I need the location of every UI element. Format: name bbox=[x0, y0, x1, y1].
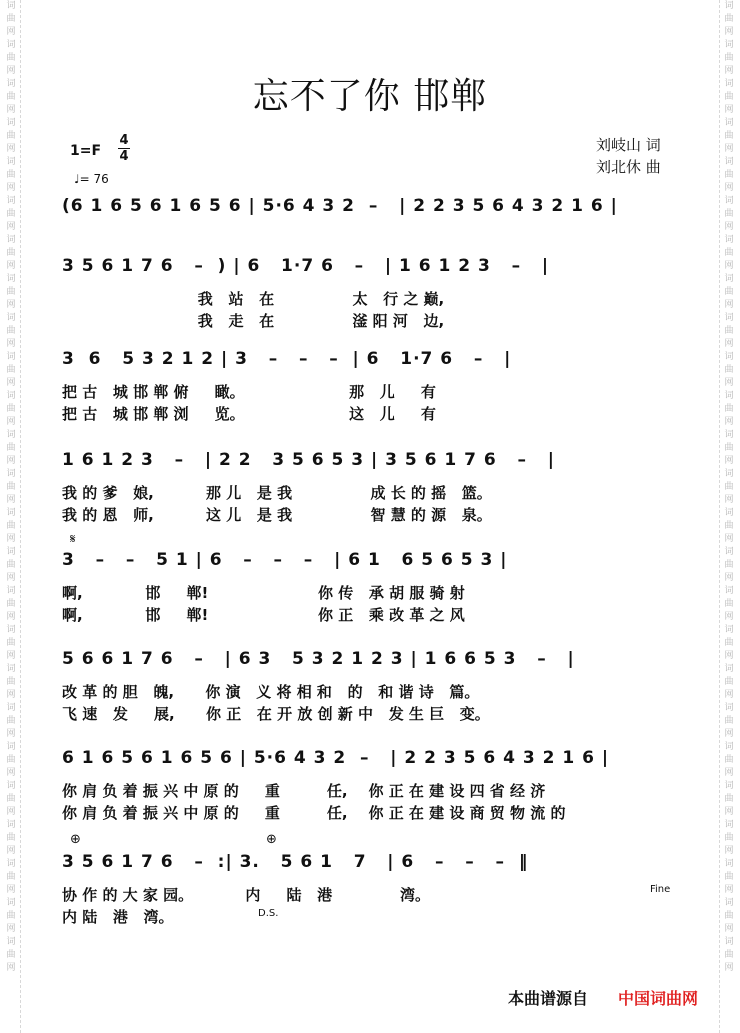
watermark-char: 曲 bbox=[724, 131, 734, 141]
watermark-char: 词 bbox=[724, 235, 734, 245]
watermark-char: 网 bbox=[724, 612, 734, 622]
watermark-char: 词 bbox=[6, 625, 16, 635]
notation-line: 3 5 6 1 7 6 – :| 3. 5 6 1 7 | 6 – – – ‖ bbox=[62, 852, 529, 872]
watermark-char: 词 bbox=[724, 937, 734, 947]
watermark-char: 网 bbox=[6, 417, 16, 427]
watermark-char: 网 bbox=[724, 690, 734, 700]
watermark-char: 网 bbox=[724, 534, 734, 544]
watermark-char: 词 bbox=[6, 859, 16, 869]
watermark-char: 曲 bbox=[6, 950, 16, 960]
source-site-link[interactable]: 中国词曲网 bbox=[618, 989, 699, 1008]
lyricist-credit: 刘岐山 词 bbox=[596, 136, 661, 154]
watermark-char: 曲 bbox=[724, 599, 734, 609]
watermark-char: 词 bbox=[6, 1, 16, 11]
notation-line: 1 6 1 2 3 – | 2 2 3 5 6 5 3 | 3 5 6 1 7 6 – | bbox=[62, 450, 555, 470]
watermark-char: 曲 bbox=[6, 677, 16, 687]
watermark-char: 网 bbox=[6, 222, 16, 232]
watermark-char: 词 bbox=[6, 703, 16, 713]
watermark-char: 词 bbox=[6, 40, 16, 50]
watermark-char: 词 bbox=[724, 820, 734, 830]
song-title: 忘不了你 邯郸 bbox=[252, 76, 488, 117]
watermark-char: 曲 bbox=[724, 638, 734, 648]
watermark-char: 词 bbox=[724, 352, 734, 362]
watermark-char: 网 bbox=[6, 27, 16, 37]
watermark-char: 网 bbox=[6, 183, 16, 193]
watermark-char: 曲 bbox=[6, 53, 16, 63]
watermark-char: 词 bbox=[724, 508, 734, 518]
watermark-char: 词 bbox=[6, 274, 16, 284]
lyric-verse-2: 把 古 城 邯 郸 浏 览。 这 儿 有 bbox=[62, 405, 436, 423]
watermark-char: 网 bbox=[6, 573, 16, 583]
watermark-char: 词 bbox=[724, 742, 734, 752]
watermark-char: 网 bbox=[724, 222, 734, 232]
watermark-char: 词 bbox=[6, 391, 16, 401]
lyric-verse-1: 你 肩 负 着 振 兴 中 原 的 重 任, 你 正 在 建 设 四 省 经 济 bbox=[62, 782, 546, 800]
watermark-char: 曲 bbox=[6, 560, 16, 570]
watermark-char: 网 bbox=[724, 807, 734, 817]
watermark-char: 曲 bbox=[6, 365, 16, 375]
watermark-char: 曲 bbox=[6, 443, 16, 453]
watermark-char: 曲 bbox=[6, 170, 16, 180]
watermark-char: 词 bbox=[724, 781, 734, 791]
watermark-char: 曲 bbox=[724, 53, 734, 63]
left-watermark-strip bbox=[2, 0, 21, 1033]
watermark-char: 网 bbox=[724, 651, 734, 661]
watermark-char: 曲 bbox=[6, 482, 16, 492]
notation-line: 5 6 6 1 7 6 – | 6 3 5 3 2 1 2 3 | 1 6 6 5 3 – | bbox=[62, 649, 575, 669]
watermark-char: 词 bbox=[6, 742, 16, 752]
tempo-mark: ♩= 76 bbox=[74, 172, 109, 186]
watermark-char: 曲 bbox=[724, 794, 734, 804]
watermark-char: 曲 bbox=[724, 170, 734, 180]
watermark-char: 词 bbox=[724, 157, 734, 167]
time-bottom: 4 bbox=[119, 149, 129, 164]
notation-line: 3 6 5 3 2 1 2 | 3 – – – | 6 1·7 6 – | bbox=[62, 349, 512, 369]
watermark-char: 曲 bbox=[724, 326, 734, 336]
watermark-char: 曲 bbox=[6, 287, 16, 297]
lyric-verse-1: 啊, 邯 郸! 你 传 承 胡 服 骑 射 bbox=[62, 584, 465, 602]
watermark-char: 网 bbox=[724, 300, 734, 310]
lyric-verse-2: 啊, 邯 郸! 你 正 乘 改 革 之 风 bbox=[62, 606, 465, 624]
watermark-char: 曲 bbox=[724, 872, 734, 882]
time-signature bbox=[118, 134, 130, 163]
watermark-char: 曲 bbox=[724, 287, 734, 297]
watermark-char: 曲 bbox=[6, 638, 16, 648]
watermark-char: 曲 bbox=[6, 14, 16, 24]
watermark-char: 曲 bbox=[6, 248, 16, 258]
watermark-char: 网 bbox=[6, 339, 16, 349]
segno-sign: 𝄋 bbox=[70, 532, 76, 547]
watermark-char: 曲 bbox=[6, 833, 16, 843]
watermark-char: 曲 bbox=[6, 794, 16, 804]
watermark-char: 网 bbox=[724, 768, 734, 778]
watermark-char: 曲 bbox=[724, 521, 734, 531]
watermark-char: 网 bbox=[724, 495, 734, 505]
watermark-char: 曲 bbox=[6, 326, 16, 336]
watermark-char: 词 bbox=[724, 1, 734, 11]
watermark-char: 词 bbox=[6, 820, 16, 830]
watermark-char: 曲 bbox=[6, 755, 16, 765]
watermark-char: 词 bbox=[6, 352, 16, 362]
watermark-char: 网 bbox=[724, 924, 734, 934]
notation-line: (6 1 6 5 6 1 6 5 6 | 5·6 4 3 2 – | 2 2 3 5 6 4 3 2 1 6 | bbox=[62, 196, 618, 216]
watermark-char: 网 bbox=[724, 573, 734, 583]
watermark-char: 词 bbox=[6, 937, 16, 947]
dal-segno-mark: D.S. bbox=[258, 908, 279, 919]
watermark-char: 词 bbox=[724, 274, 734, 284]
watermark-char: 曲 bbox=[724, 443, 734, 453]
lyric-verse-1: 协 作 的 大 家 园。 内 陆 港 湾。 bbox=[62, 886, 430, 904]
watermark-char: 词 bbox=[724, 79, 734, 89]
watermark-char: 网 bbox=[724, 339, 734, 349]
watermark-char: 词 bbox=[6, 547, 16, 557]
watermark-char: 曲 bbox=[724, 560, 734, 570]
watermark-char: 词 bbox=[6, 508, 16, 518]
watermark-char: 网 bbox=[724, 27, 734, 37]
notation-line: 3 5 6 1 7 6 – ) | 6 1·7 6 – | 1 6 1 2 3 – | bbox=[62, 256, 550, 276]
watermark-char: 网 bbox=[6, 651, 16, 661]
watermark-char: 词 bbox=[724, 118, 734, 128]
lyric-verse-2: 内 陆 港 湾。 bbox=[62, 908, 174, 926]
watermark-char: 曲 bbox=[6, 521, 16, 531]
watermark-char: 词 bbox=[724, 391, 734, 401]
watermark-char: 网 bbox=[724, 456, 734, 466]
watermark-char: 词 bbox=[724, 703, 734, 713]
lyric-verse-2: 你 肩 负 着 振 兴 中 原 的 重 任, 你 正 在 建 设 商 贸 物 流 的 bbox=[62, 804, 566, 822]
watermark-char: 曲 bbox=[724, 14, 734, 24]
watermark-char: 词 bbox=[6, 79, 16, 89]
watermark-char: 词 bbox=[6, 898, 16, 908]
watermark-char: 曲 bbox=[724, 950, 734, 960]
watermark-char: 曲 bbox=[724, 911, 734, 921]
watermark-char: 网 bbox=[724, 417, 734, 427]
watermark-char: 网 bbox=[6, 378, 16, 388]
composer-credit: 刘北休 曲 bbox=[596, 158, 661, 176]
watermark-char: 词 bbox=[6, 586, 16, 596]
watermark-char: 曲 bbox=[6, 872, 16, 882]
watermark-char: 曲 bbox=[724, 92, 734, 102]
watermark-char: 曲 bbox=[724, 248, 734, 258]
watermark-char: 曲 bbox=[6, 404, 16, 414]
watermark-char: 词 bbox=[6, 430, 16, 440]
watermark-char: 词 bbox=[6, 157, 16, 167]
watermark-char: 网 bbox=[6, 144, 16, 154]
coda-sign-2: ⊕ bbox=[266, 832, 277, 847]
watermark-char: 词 bbox=[724, 664, 734, 674]
watermark-char: 网 bbox=[724, 261, 734, 271]
watermark-char: 曲 bbox=[6, 209, 16, 219]
watermark-char: 曲 bbox=[6, 911, 16, 921]
watermark-char: 网 bbox=[6, 846, 16, 856]
watermark-char: 曲 bbox=[724, 716, 734, 726]
watermark-char: 曲 bbox=[724, 404, 734, 414]
watermark-char: 曲 bbox=[6, 131, 16, 141]
watermark-char: 网 bbox=[724, 105, 734, 115]
watermark-char: 曲 bbox=[724, 755, 734, 765]
notation-line: 6 1 6 5 6 1 6 5 6 | 5·6 4 3 2 – | 2 2 3 5 6 4 3 2 1 6 | bbox=[62, 748, 610, 768]
watermark-char: 曲 bbox=[6, 92, 16, 102]
watermark-char: 网 bbox=[6, 807, 16, 817]
watermark-char: 网 bbox=[724, 183, 734, 193]
watermark-char: 词 bbox=[6, 235, 16, 245]
fine-mark: Fine bbox=[650, 884, 671, 895]
watermark-char: 网 bbox=[6, 495, 16, 505]
watermark-char: 网 bbox=[6, 261, 16, 271]
watermark-char: 词 bbox=[724, 898, 734, 908]
watermark-char: 网 bbox=[6, 729, 16, 739]
watermark-char: 词 bbox=[6, 469, 16, 479]
lyric-verse-2: 飞 速 发 展, 你 正 在 开 放 创 新 中 发 生 巨 变。 bbox=[62, 705, 490, 723]
watermark-char: 网 bbox=[724, 729, 734, 739]
watermark-char: 词 bbox=[724, 430, 734, 440]
watermark-char: 网 bbox=[6, 768, 16, 778]
lyric-verse-1: 把 古 城 邯 郸 俯 瞰。 那 儿 有 bbox=[62, 383, 436, 401]
lyric-verse-2: 我 走 在 滏 阳 河 边, bbox=[62, 312, 445, 330]
watermark-char: 网 bbox=[724, 378, 734, 388]
watermark-char: 网 bbox=[6, 885, 16, 895]
watermark-char: 网 bbox=[6, 924, 16, 934]
watermark-char: 词 bbox=[6, 196, 16, 206]
watermark-char: 曲 bbox=[724, 482, 734, 492]
watermark-char: 词 bbox=[724, 625, 734, 635]
watermark-char: 网 bbox=[724, 846, 734, 856]
watermark-char: 词 bbox=[724, 469, 734, 479]
time-top: 4 bbox=[119, 133, 129, 148]
watermark-char: 词 bbox=[6, 118, 16, 128]
watermark-char: 曲 bbox=[6, 599, 16, 609]
watermark-char: 网 bbox=[6, 690, 16, 700]
lyric-verse-1: 改 革 的 胆 魄, 你 演 义 将 相 和 的 和 谐 诗 篇。 bbox=[62, 683, 480, 701]
watermark-char: 网 bbox=[6, 66, 16, 76]
watermark-char: 网 bbox=[724, 963, 734, 973]
coda-sign: ⊕ bbox=[70, 832, 81, 847]
watermark-char: 词 bbox=[724, 859, 734, 869]
watermark-char: 曲 bbox=[724, 209, 734, 219]
watermark-char: 网 bbox=[6, 105, 16, 115]
watermark-char: 词 bbox=[6, 664, 16, 674]
watermark-char: 词 bbox=[724, 40, 734, 50]
watermark-char: 网 bbox=[724, 66, 734, 76]
watermark-char: 网 bbox=[6, 612, 16, 622]
watermark-char: 曲 bbox=[6, 716, 16, 726]
watermark-char: 词 bbox=[6, 313, 16, 323]
watermark-char: 曲 bbox=[724, 365, 734, 375]
watermark-char: 网 bbox=[6, 300, 16, 310]
watermark-char: 词 bbox=[724, 196, 734, 206]
watermark-char: 网 bbox=[724, 144, 734, 154]
source-label: 本曲谱源自 bbox=[508, 989, 589, 1008]
watermark-char: 词 bbox=[6, 781, 16, 791]
watermark-char: 网 bbox=[724, 885, 734, 895]
watermark-char: 曲 bbox=[724, 677, 734, 687]
lyric-verse-2: 我 的 恩 师, 这 儿 是 我 智 慧 的 源 泉。 bbox=[62, 506, 492, 524]
lyric-verse-1: 我 站 在 太 行 之 巅, bbox=[62, 290, 445, 308]
watermark-char: 词 bbox=[724, 586, 734, 596]
lyric-verse-1: 我 的 爹 娘, 那 儿 是 我 成 长 的 摇 篮。 bbox=[62, 484, 492, 502]
watermark-char: 曲 bbox=[724, 833, 734, 843]
watermark-char: 词 bbox=[724, 547, 734, 557]
watermark-char: 网 bbox=[6, 963, 16, 973]
right-watermark-strip bbox=[719, 0, 738, 1033]
watermark-char: 词 bbox=[724, 313, 734, 323]
notation-line: 3 – – 5 1 | 6 – – – | 6 1 6 5 6 5 3 | bbox=[62, 550, 508, 570]
watermark-char: 网 bbox=[6, 456, 16, 466]
watermark-char: 网 bbox=[6, 534, 16, 544]
key-signature: 1=F bbox=[70, 143, 102, 159]
